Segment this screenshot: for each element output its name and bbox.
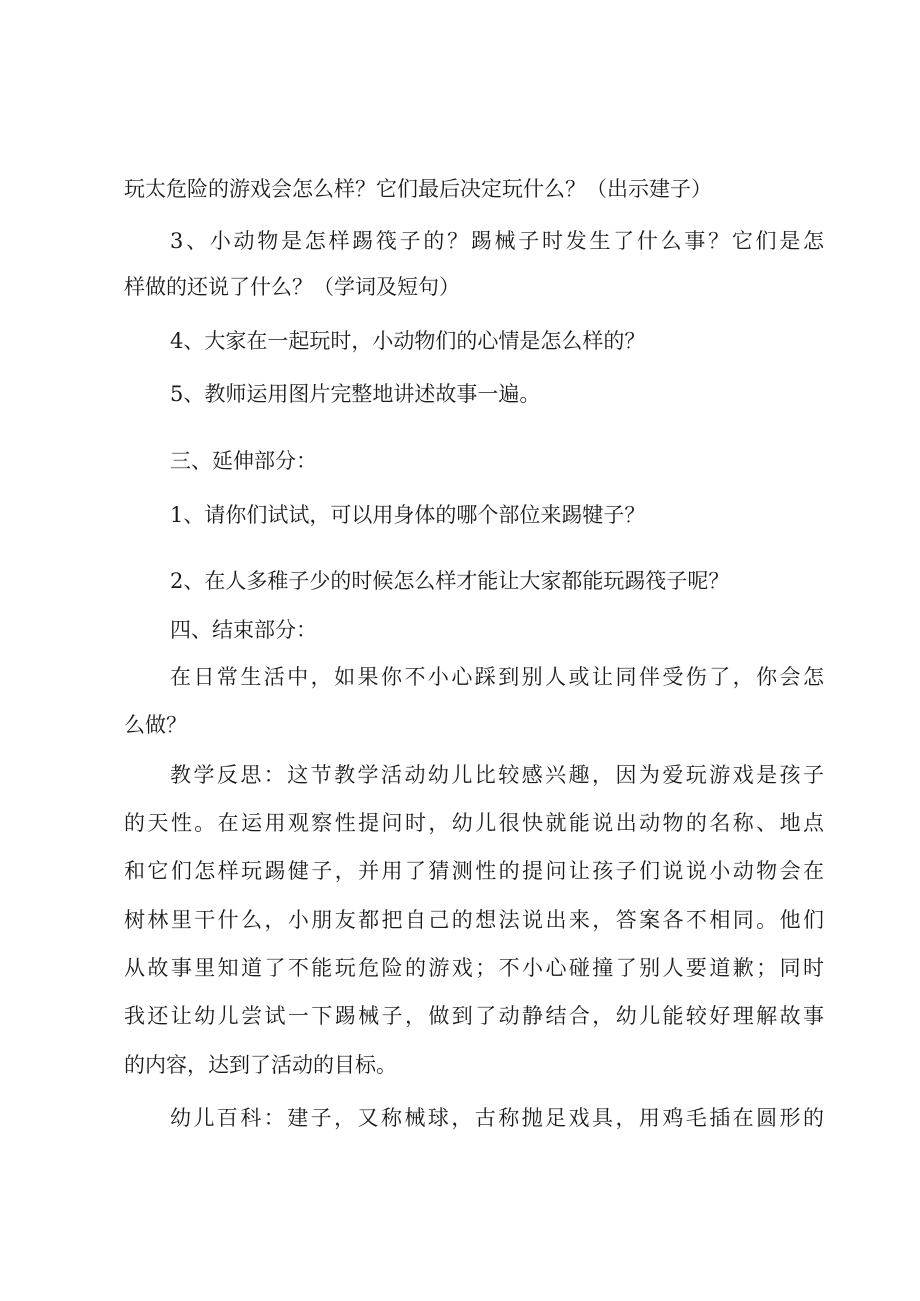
text-line-1: 玩太危险的游戏会怎么样？它们最后决定玩什么？（出示建子） bbox=[124, 177, 712, 201]
section-heading-extension: 三、延伸部分： bbox=[170, 449, 317, 473]
section-heading-ending: 四、结束部分： bbox=[170, 618, 317, 642]
text-line-5: 5、教师运用图片完整地讲述故事一遍。 bbox=[170, 382, 541, 406]
text-line-19: 幼儿百科：建子，又称械球，古称抛足戏具，用鸡毛插在圆形的 bbox=[170, 1106, 824, 1130]
text-line-3: 样做的还说了什么？（学词及短句） bbox=[124, 275, 460, 299]
text-line-4: 4、大家在一起玩时，小动物们的心情是怎么样的？ bbox=[170, 329, 646, 353]
text-line-8: 2、在人多稚子少的时候怎么样才能让大家都能玩踢筏子呢？ bbox=[170, 569, 730, 593]
text-line-14: 和它们怎样玩踢健子，并用了猜测性的提问让孩子们说说小动物会在 bbox=[124, 859, 824, 883]
text-line-2: 3、小动物是怎样踢筏子的？踢械子时发生了什么事？它们是怎 bbox=[170, 229, 824, 253]
text-line-11: 么做？ bbox=[124, 713, 187, 737]
text-line-16: 从故事里知道了不能玩危险的游戏；不小心碰撞了别人要道歉；同时 bbox=[124, 956, 824, 980]
text-line-7: 1、请你们试试，可以用身体的哪个部位来踢犍子？ bbox=[170, 503, 646, 527]
text-line-17: 我还让幼儿尝试一下踢械子，做到了动静结合，幼儿能较好理解故事 bbox=[124, 1004, 824, 1028]
text-line-18: 的内容，达到了活动的目标。 bbox=[124, 1053, 397, 1077]
text-line-10: 在日常生活中，如果你不小心踩到别人或让同伴受伤了，你会怎 bbox=[170, 665, 824, 689]
text-line-12: 教学反思：这节教学活动幼儿比较感兴趣，因为爱玩游戏是孩子 bbox=[170, 763, 824, 787]
text-line-15: 树林里干什么，小朋友都把自己的想法说出来，答案各不相同。他们 bbox=[124, 908, 824, 932]
text-line-13: 的天性。在运用观察性提问时，幼儿很快就能说出动物的名称、地点 bbox=[124, 811, 824, 835]
